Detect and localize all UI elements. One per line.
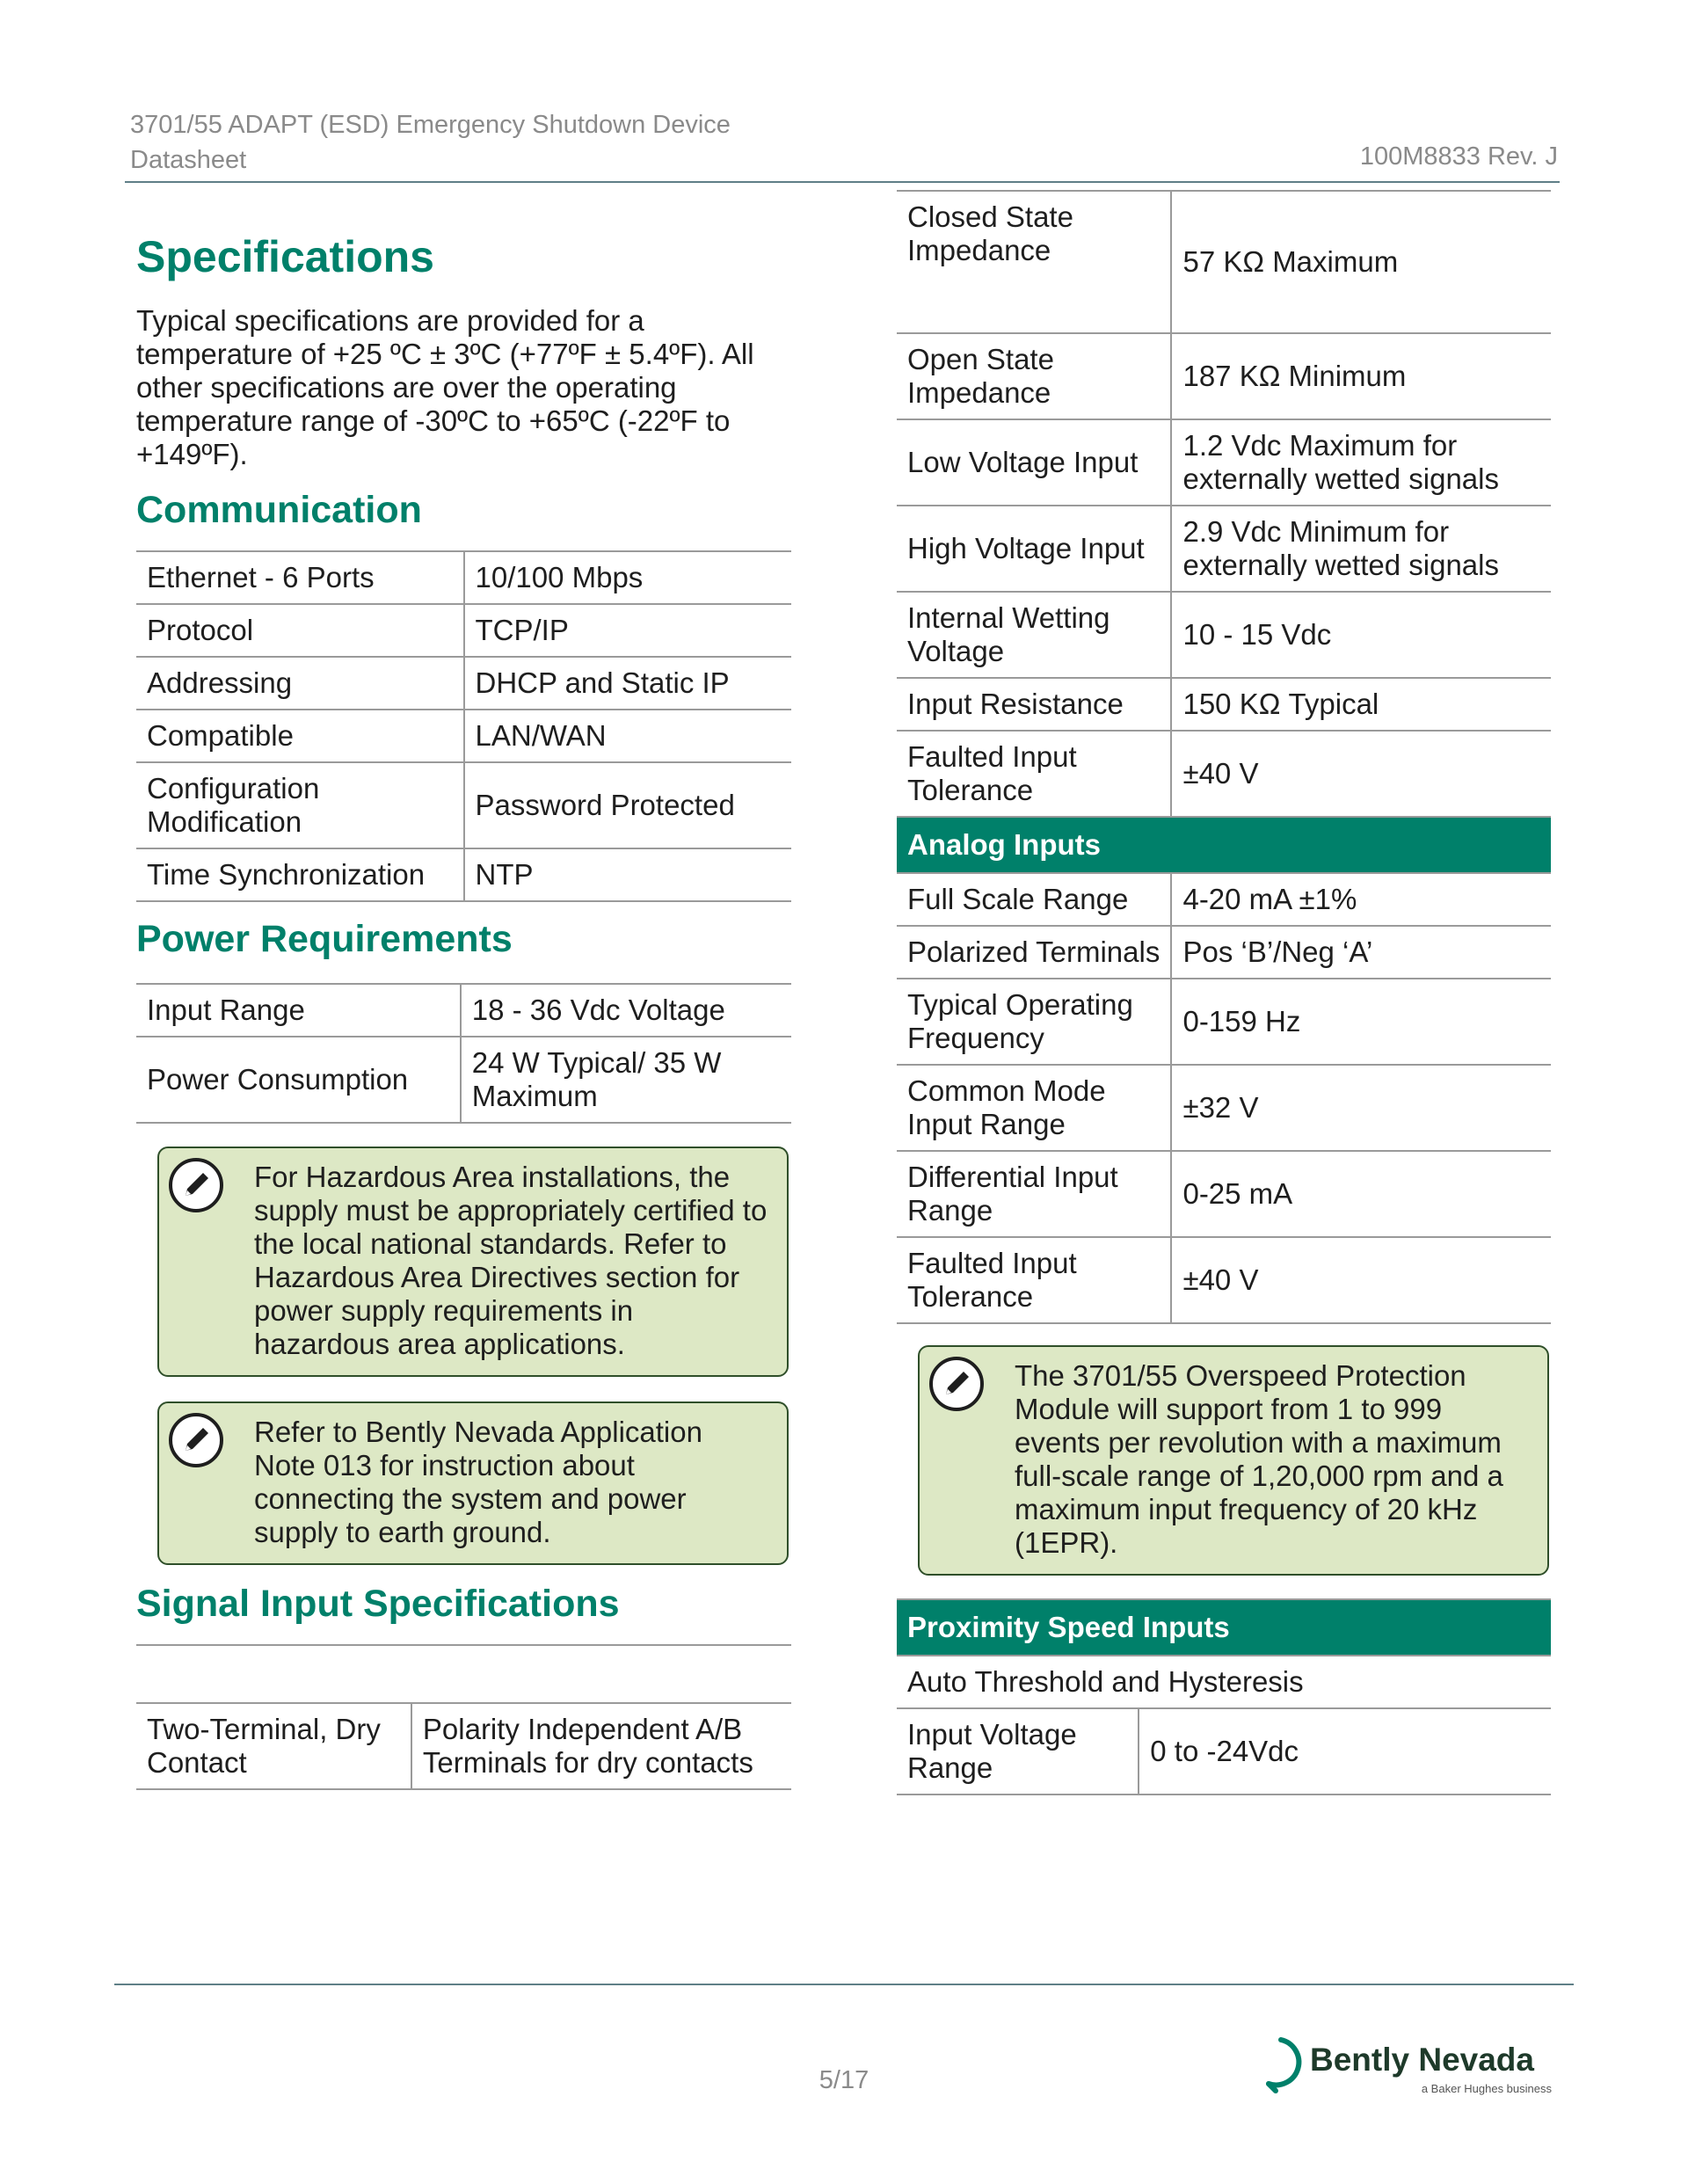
document-subtitle: Datasheet bbox=[130, 146, 247, 174]
table-row bbox=[897, 506, 1551, 592]
table-row bbox=[897, 333, 1551, 419]
logo-name: Bently Nevada bbox=[1310, 2042, 1534, 2078]
spec-value: 187 KΩ Minimum bbox=[1171, 333, 1551, 419]
table-row bbox=[897, 1237, 1551, 1323]
proximity-speed-heading: Proximity Speed Inputs bbox=[897, 1599, 1551, 1656]
spec-value: NTP bbox=[464, 848, 792, 901]
spec-label: Faulted Input Tolerance bbox=[897, 731, 1171, 817]
specifications-intro: Typical specifications are provided for a temperature of +25 ºC ± 3ºC (+77ºF ± 5.4ºF). All other specifications are over the operating temperature range of -30ºC to +65ºC (-22ºF to +149ºF). bbox=[136, 304, 754, 470]
spec-label: Input Voltage Range bbox=[897, 1708, 1139, 1795]
spec-value: ±40 V bbox=[1171, 731, 1551, 817]
right-column bbox=[897, 190, 1551, 1795]
spec-value: TCP/IP bbox=[464, 604, 792, 657]
spec-value: 0-159 Hz bbox=[1171, 979, 1551, 1065]
proximity-speed-table bbox=[897, 1598, 1551, 1795]
spec-value: 2.9 Vdc Minimum for externally wetted signals bbox=[1171, 506, 1551, 592]
earth-ground-note bbox=[157, 1401, 789, 1565]
table-row bbox=[897, 873, 1551, 926]
table-row bbox=[897, 592, 1551, 678]
spec-value: 150 KΩ Typical bbox=[1171, 678, 1551, 731]
table-row bbox=[136, 848, 791, 901]
spec-label: High Voltage Input bbox=[897, 506, 1171, 592]
spec-value: LAN/WAN bbox=[464, 710, 792, 762]
power-requirements-heading: Power Requirements bbox=[136, 918, 513, 960]
spec-label: Common Mode Input Range bbox=[897, 1065, 1171, 1151]
auto-threshold-row: Auto Threshold and Hysteresis bbox=[897, 1656, 1551, 1708]
analog-inputs-heading: Analog Inputs bbox=[897, 817, 1551, 873]
spec-label: Ethernet - 6 Ports bbox=[136, 551, 464, 604]
spec-label: Full Scale Range bbox=[897, 873, 1171, 926]
spec-label: Addressing bbox=[136, 657, 464, 710]
spec-value: 57 KΩ Maximum bbox=[1171, 191, 1551, 333]
document-id: 100M8833 Rev. J bbox=[1359, 142, 1558, 171]
note-text: The 3701/55 Overspeed Protection Module will support from 1 to 999 events per revolution with a maximum full-scale range of 1,20,000 rpm and a maximum input frequency of 20 kHz (1EPR). bbox=[1015, 1359, 1503, 1559]
spec-value: 1.2 Vdc Maximum for externally wetted signals bbox=[1171, 419, 1551, 506]
table-row bbox=[897, 419, 1551, 506]
spec-label: Protocol bbox=[136, 604, 464, 657]
spec-value: Pos ‘B’/Neg ‘A’ bbox=[1171, 926, 1551, 979]
table-row bbox=[897, 926, 1551, 979]
table-row bbox=[897, 1708, 1551, 1795]
spec-label: Compatible bbox=[136, 710, 464, 762]
communication-heading: Communication bbox=[136, 489, 422, 531]
empty-cell bbox=[136, 1645, 791, 1703]
page-number: 5/17 bbox=[819, 2066, 869, 2094]
spec-label: Configuration Modification bbox=[136, 762, 464, 848]
spec-label: Input Resistance bbox=[897, 678, 1171, 731]
table-row bbox=[136, 984, 791, 1037]
spec-value: DHCP and Static IP bbox=[464, 657, 792, 710]
spec-label: Open State Impedance bbox=[897, 333, 1171, 419]
spec-label: Faulted Input Tolerance bbox=[897, 1237, 1171, 1323]
spec-label: Power Consumption bbox=[136, 1037, 461, 1123]
spec-value: 10/100 Mbps bbox=[464, 551, 792, 604]
overspeed-note bbox=[918, 1345, 1549, 1576]
analog-inputs-header-row bbox=[897, 817, 1551, 873]
signal-input-table bbox=[136, 1644, 791, 1790]
spec-label: Internal Wetting Voltage bbox=[897, 592, 1171, 678]
table-row bbox=[136, 1703, 791, 1789]
spec-value: Polarity Independent A/B Terminals for dry contacts bbox=[411, 1703, 791, 1789]
table-row bbox=[136, 657, 791, 710]
spec-label: Differential Input Range bbox=[897, 1151, 1171, 1237]
spec-label: Closed State Impedance bbox=[897, 191, 1171, 333]
spec-value: 10 - 15 Vdc bbox=[1171, 592, 1551, 678]
spec-label: Time Synchronization bbox=[136, 848, 464, 901]
table-row bbox=[897, 678, 1551, 731]
spec-label: Polarized Terminals bbox=[897, 926, 1171, 979]
table-row bbox=[897, 979, 1551, 1065]
pencil-note-icon bbox=[928, 1356, 985, 1412]
signal-input-heading: Signal Input Specifications bbox=[136, 1583, 620, 1625]
table-row bbox=[136, 1037, 791, 1123]
document-title: 3701/55 ADAPT (ESD) Emergency Shutdown Device bbox=[130, 111, 731, 139]
table-row bbox=[136, 710, 791, 762]
footer-divider bbox=[114, 1984, 1574, 1985]
spec-value: ±40 V bbox=[1171, 1237, 1551, 1323]
spec-value: 0 to -24Vdc bbox=[1139, 1708, 1551, 1795]
bently-nevada-logo bbox=[1253, 2031, 1552, 2101]
note-text: Refer to Bently Nevada Application Note 013 for instruction about connecting the system and power supply to earth ground. bbox=[254, 1416, 702, 1548]
specifications-heading: Specifications bbox=[136, 232, 434, 281]
spec-value: 0-25 mA bbox=[1171, 1151, 1551, 1237]
spec-label: Low Voltage Input bbox=[897, 419, 1171, 506]
power-table bbox=[136, 983, 791, 1124]
table-row bbox=[136, 604, 791, 657]
spec-label: Typical Operating Frequency bbox=[897, 979, 1171, 1065]
left-column bbox=[136, 229, 791, 1790]
spec-label: Two-Terminal, Dry Contact bbox=[136, 1703, 411, 1789]
table-row bbox=[897, 1656, 1551, 1708]
note-text: For Hazardous Area installations, the supply must be appropriately certified to the local national standards. Refer to Hazardous Area Directives section for power supply requirements in hazardous area applications. bbox=[254, 1161, 768, 1360]
discrete-input-table bbox=[897, 190, 1551, 1324]
spec-value: 24 W Typical/ 35 W Maximum bbox=[461, 1037, 791, 1123]
spec-label: Input Range bbox=[136, 984, 461, 1037]
spec-value: 4-20 mA ±1% bbox=[1171, 873, 1551, 926]
table-row bbox=[136, 551, 791, 604]
pencil-note-icon bbox=[168, 1412, 224, 1468]
hazardous-area-note bbox=[157, 1147, 789, 1377]
header-divider bbox=[125, 181, 1560, 183]
spec-value: 18 - 36 Vdc Voltage bbox=[461, 984, 791, 1037]
table-row bbox=[897, 1065, 1551, 1151]
table-row bbox=[897, 1151, 1551, 1237]
bently-nevada-logo-icon bbox=[1253, 2031, 1306, 2101]
document-header bbox=[130, 107, 731, 178]
table-row bbox=[897, 191, 1551, 333]
communication-table bbox=[136, 550, 791, 902]
spec-value: Password Protected bbox=[464, 762, 792, 848]
pencil-note-icon bbox=[168, 1157, 224, 1213]
logo-tagline: a Baker Hughes business bbox=[1421, 2082, 1552, 2095]
table-row bbox=[136, 762, 791, 848]
spec-value: ±32 V bbox=[1171, 1065, 1551, 1151]
proximity-header-row bbox=[897, 1599, 1551, 1656]
table-row bbox=[136, 1645, 791, 1703]
table-row bbox=[897, 731, 1551, 817]
